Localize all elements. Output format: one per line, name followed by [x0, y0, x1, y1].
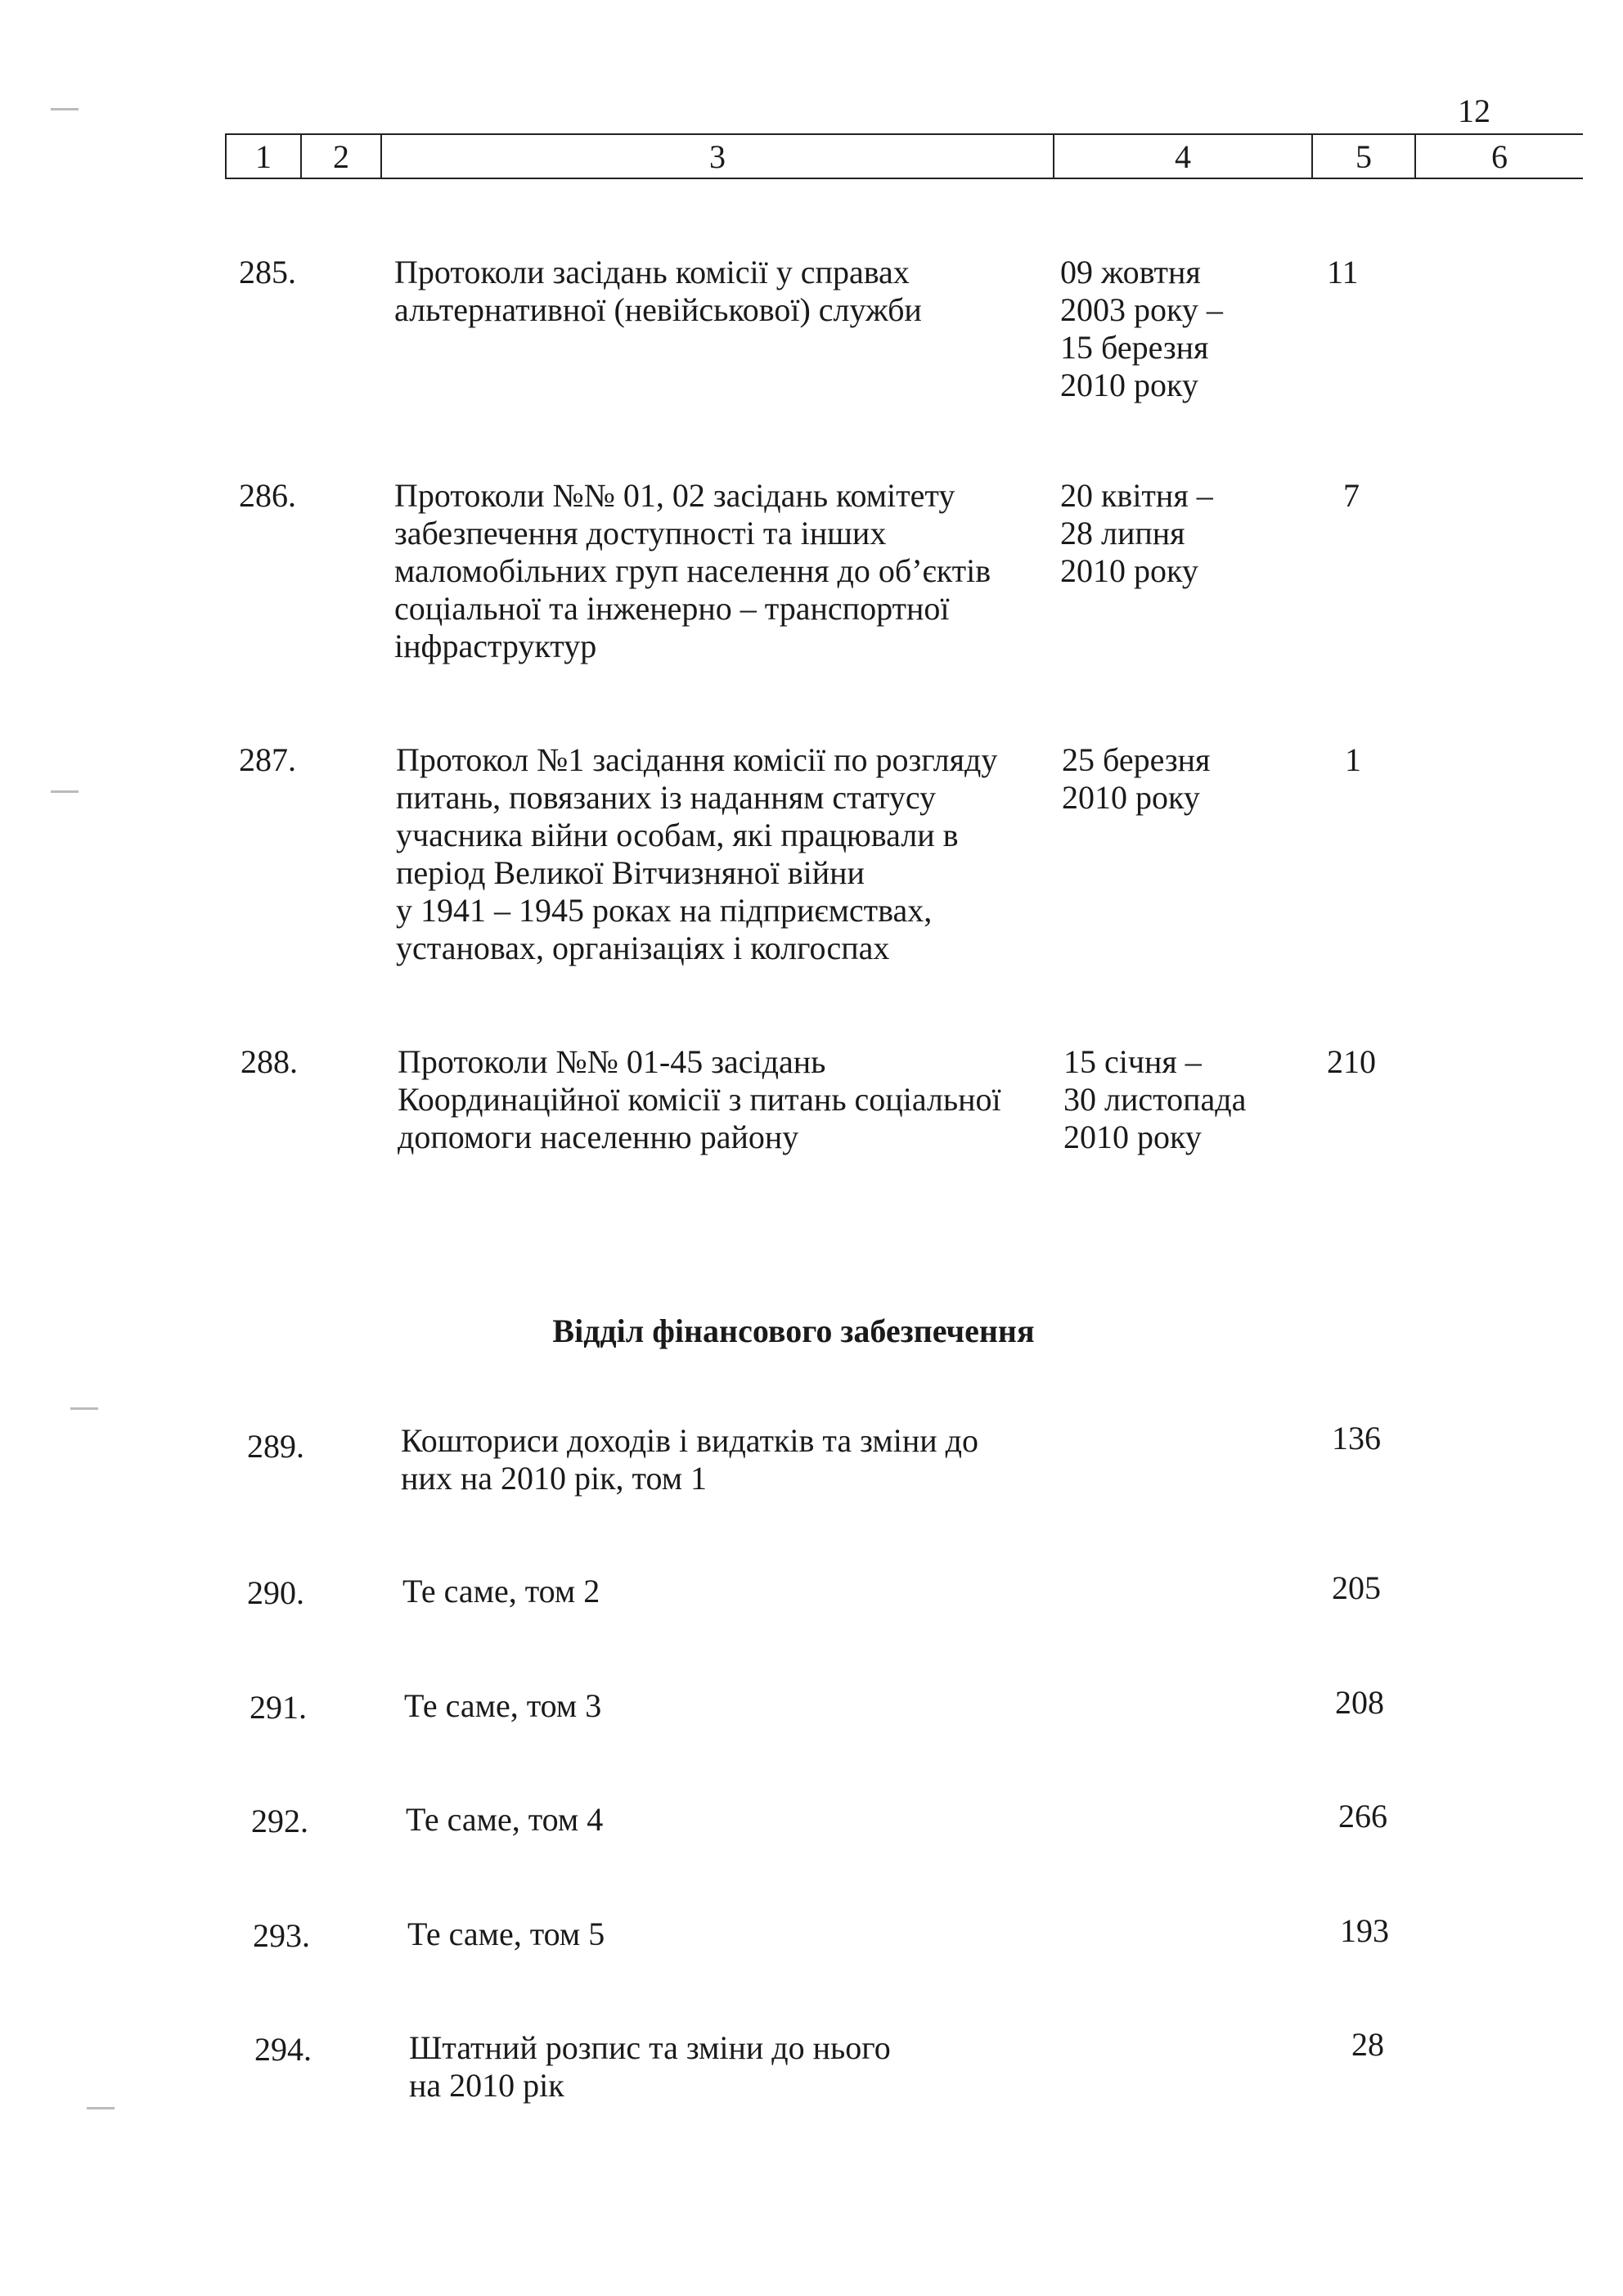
entry-title: Те саме, том 4	[406, 1801, 604, 1838]
column-header-4: 4	[1053, 135, 1311, 178]
entry-title: Протоколи засідань комісії у справах альтернативної (невійськової) служби	[394, 254, 922, 328]
entry-sheet-count: 136	[1332, 1420, 1381, 1456]
scan-mark	[70, 1407, 98, 1410]
entry-title: Те саме, том 3	[404, 1687, 602, 1724]
entry-title: Протокол №1 засідання комісії по розгляду питань, повязаних із наданням статусу учасника війни особам, які працювали в період Великої Вітчизняної війни у 1941 – 1945 роках на підприємствах, установах, організаціях і колгоспах	[396, 741, 998, 966]
entry-dates: 09 жовтня 2003 року – 15 березня 2010 року	[1060, 254, 1223, 403]
entry-number: 292.	[251, 1803, 308, 1839]
entry-sheet-count: 210	[1327, 1043, 1376, 1080]
entry-number: 294.	[254, 2031, 312, 2068]
section-heading: Відділ фінансового забезпечення	[552, 1312, 1035, 1349]
scan-mark	[51, 790, 79, 793]
entry-title: Протоколи №№ 01-45 засідань Координаційної комісії з питань соціальної допомоги населенню району	[398, 1043, 1001, 1155]
entry-sheet-count: 193	[1340, 1912, 1389, 1949]
entry-title: Кошториси доходів і видатків та зміни до них на 2010 рік, том 1	[401, 1422, 978, 1497]
entry-dates: 25 березня 2010 року	[1062, 741, 1211, 816]
entry-number: 286.	[239, 477, 296, 514]
entry-number: 285.	[239, 254, 296, 290]
entry-number: 290.	[247, 1574, 304, 1611]
entry-dates: 15 січня – 30 листопада 2010 року	[1063, 1043, 1247, 1155]
entry-sheet-count: 1	[1345, 741, 1361, 778]
column-header-1: 1	[225, 135, 300, 178]
entry-number: 287.	[239, 741, 296, 778]
entry-title: Штатний розпис та зміни до нього на 2010 рік	[409, 2029, 891, 2104]
page-number: 12	[1458, 92, 1490, 129]
entry-title: Те саме, том 2	[402, 1573, 600, 1609]
entry-dates: 20 квітня – 28 липня 2010 року	[1060, 477, 1213, 589]
column-header-3: 3	[380, 135, 1053, 178]
entry-sheet-count: 205	[1332, 1569, 1381, 1606]
entry-sheet-count: 208	[1335, 1684, 1384, 1721]
column-header-2: 2	[300, 135, 380, 178]
entry-title: Те саме, том 5	[407, 1916, 605, 1952]
entry-number: 293.	[253, 1917, 310, 1954]
entry-sheet-count: 11	[1327, 254, 1359, 290]
column-header-table	[225, 133, 1583, 179]
column-header-5: 5	[1311, 135, 1414, 178]
entry-sheet-count: 28	[1351, 2026, 1384, 2063]
entry-number: 288.	[241, 1043, 298, 1080]
scan-mark	[51, 108, 79, 110]
entry-number: 289.	[247, 1428, 304, 1465]
column-header-6: 6	[1414, 135, 1583, 178]
entry-sheet-count: 7	[1343, 477, 1360, 514]
entry-number: 291.	[250, 1689, 307, 1726]
entry-title: Протоколи №№ 01, 02 засідань комітету забезпечення доступності та інших маломобільних груп населення до об’єктів соціальної та інженерно – транспортної інфраструктур	[394, 477, 991, 664]
entry-sheet-count: 266	[1338, 1798, 1387, 1835]
scan-mark	[87, 2107, 115, 2109]
